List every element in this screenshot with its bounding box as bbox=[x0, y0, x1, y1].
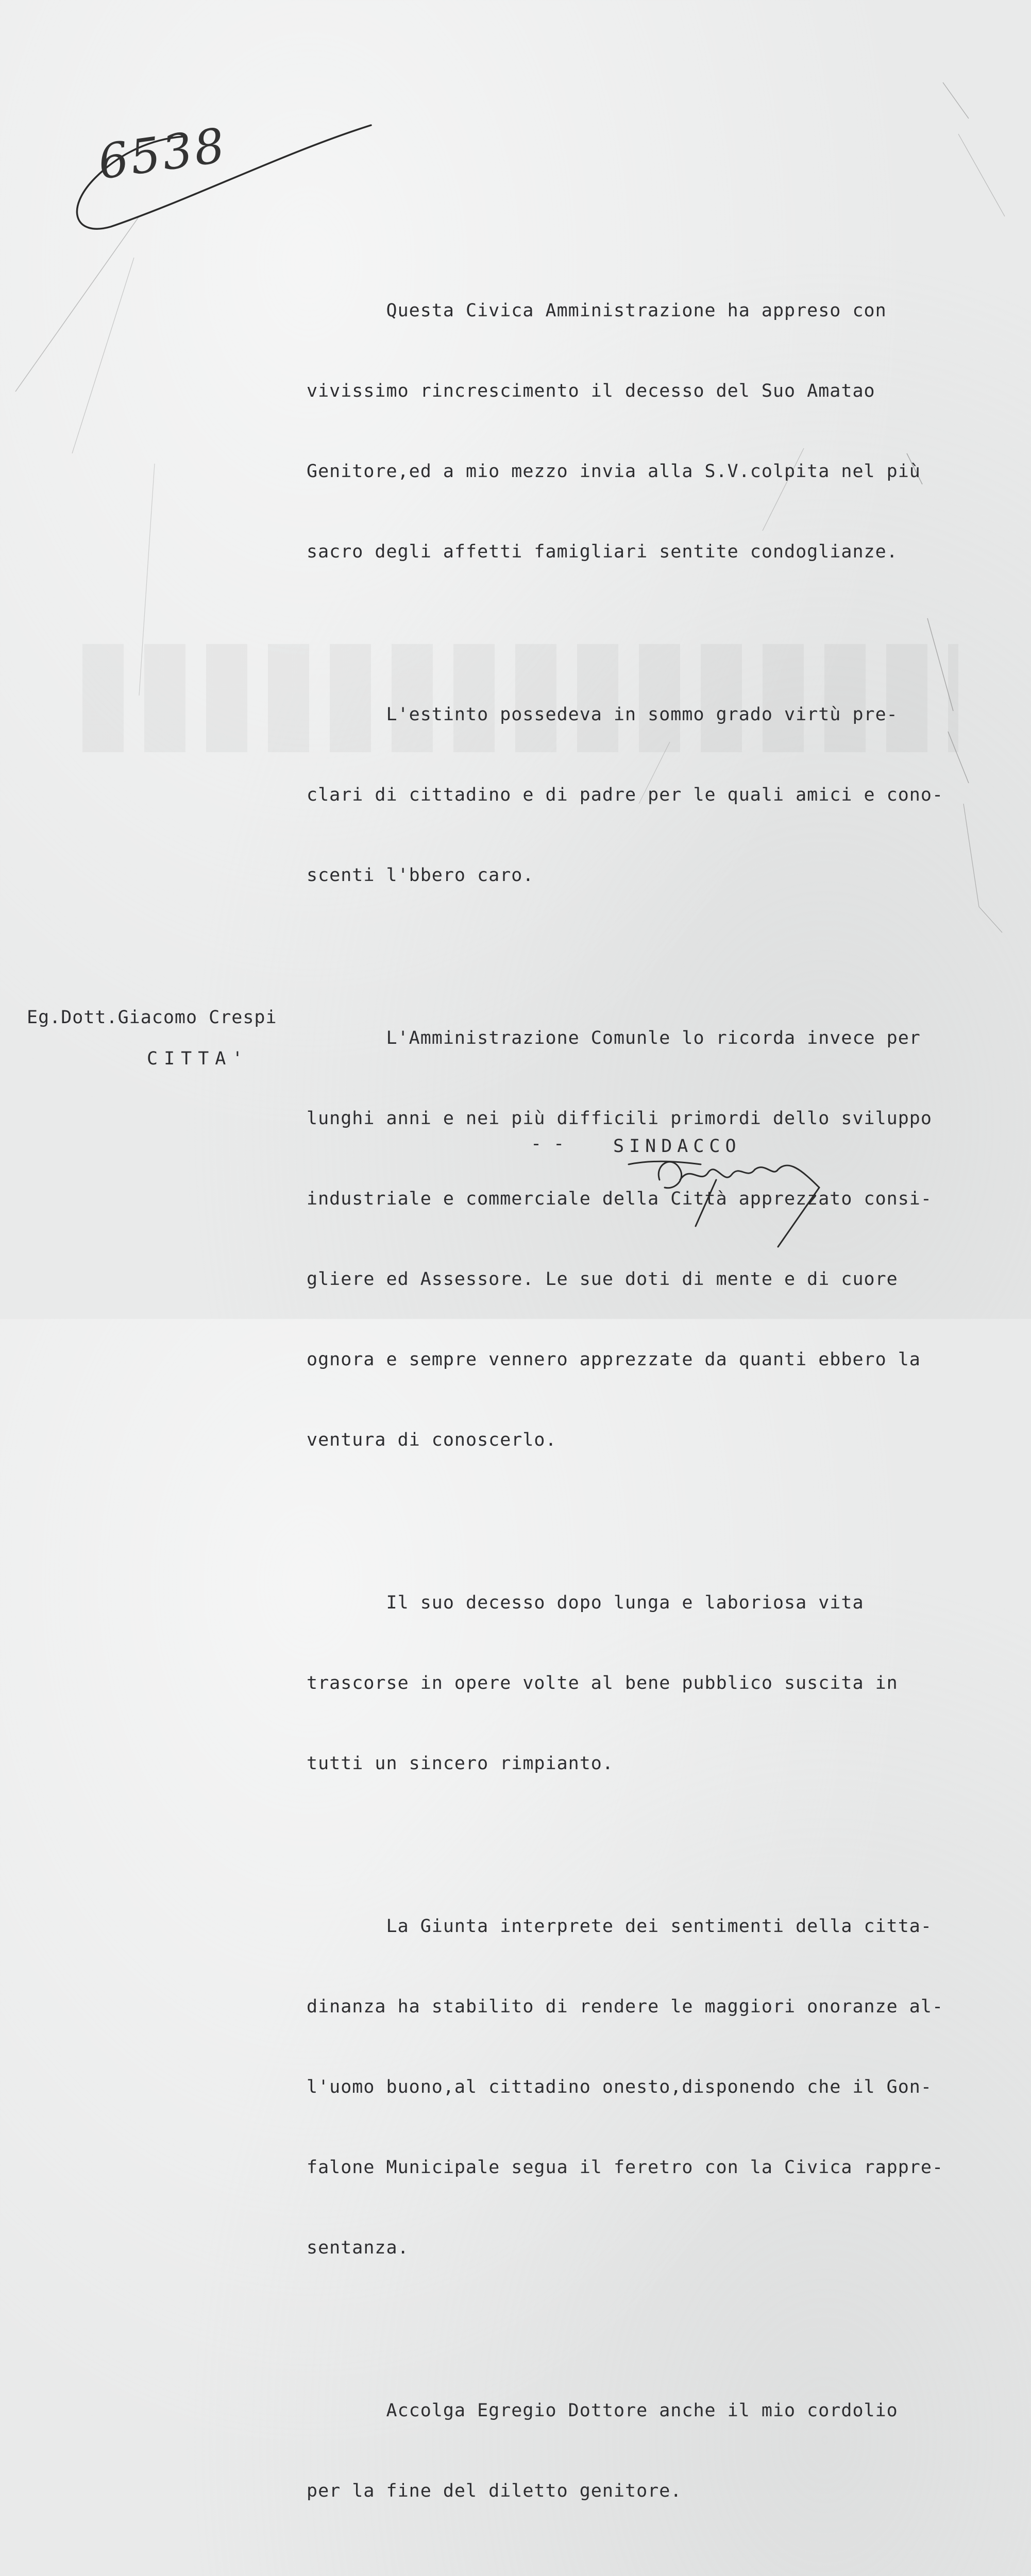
text-line: per la fine del diletto genitore. bbox=[307, 2481, 682, 2501]
text-line: vivissimo rincrescimento il decesso del Suo Amatao bbox=[307, 381, 875, 401]
text-line: industriale e commerciale della Città apprezzato consi- bbox=[307, 1189, 932, 1209]
signer-title: SINDACCO bbox=[613, 1136, 741, 1157]
paragraph-1 bbox=[307, 250, 997, 613]
text-line: ventura di conoscerlo. bbox=[307, 1430, 557, 1450]
text-line: trascorse in opere volte al bene pubblico suscita in bbox=[307, 1673, 898, 1693]
text-line: ognora e sempre vennero apprezzate da quanti ebbero la bbox=[307, 1349, 921, 1370]
reference-number: 6538 bbox=[94, 117, 230, 190]
text-line: Il suo decesso dopo lunga e laboriosa vita bbox=[307, 1592, 864, 1613]
text-line: L'Amministrazione Comunle lo ricorda invece per bbox=[307, 1028, 921, 1048]
text-line: Genitore,ed a mio mezzo invia alla S.V.colpita nel più bbox=[307, 461, 921, 482]
paragraph-5 bbox=[307, 1866, 997, 2309]
text-line: sacro degli affetti famigliari sentite condoglianze. bbox=[307, 541, 898, 562]
text-line: clari di cittadino e di padre per le quali amici e cono- bbox=[307, 785, 944, 805]
text-line: tutti un sincero rimpianto. bbox=[307, 1753, 614, 1774]
addressee-city: CITTA' bbox=[147, 1048, 249, 1069]
text-line: sentanza. bbox=[307, 2238, 409, 2258]
closing-dash: - - bbox=[531, 1133, 565, 1154]
text-line: scenti l'bbero caro. bbox=[307, 865, 534, 886]
paragraph-4 bbox=[307, 1542, 997, 1824]
text-line: lunghi anni e nei più difficili primordi dello sviluppo bbox=[307, 1108, 932, 1129]
letter-body bbox=[307, 209, 997, 2576]
text-line: l'uomo buono,al cittadino onesto,disponendo che il Gon- bbox=[307, 2077, 932, 2097]
addressee-name: Eg.Dott.Giacomo Crespi bbox=[27, 1007, 277, 1028]
text-line: L'estinto possedeva in sommo grado virtù pre- bbox=[307, 704, 898, 725]
text-line: falone Municipale segua il feretro con la Civica rappre- bbox=[307, 2157, 944, 2178]
text-line: Accolga Egregio Dottore anche il mio cordolio bbox=[307, 2400, 898, 2421]
text-line: Questa Civica Amministrazione ha appreso con bbox=[307, 300, 887, 321]
handwritten-signature bbox=[623, 1149, 830, 1252]
paragraph-6 bbox=[307, 2350, 997, 2552]
text-line: La Giunta interprete dei sentimenti della citta- bbox=[307, 1916, 932, 1937]
text-line: dinanza ha stabilito di rendere le maggiori onoranze al- bbox=[307, 1996, 944, 2017]
text-line: gliere ed Assessore. Le sue doti di mente e di cuore bbox=[307, 1269, 898, 1290]
paragraph-2 bbox=[307, 654, 997, 936]
